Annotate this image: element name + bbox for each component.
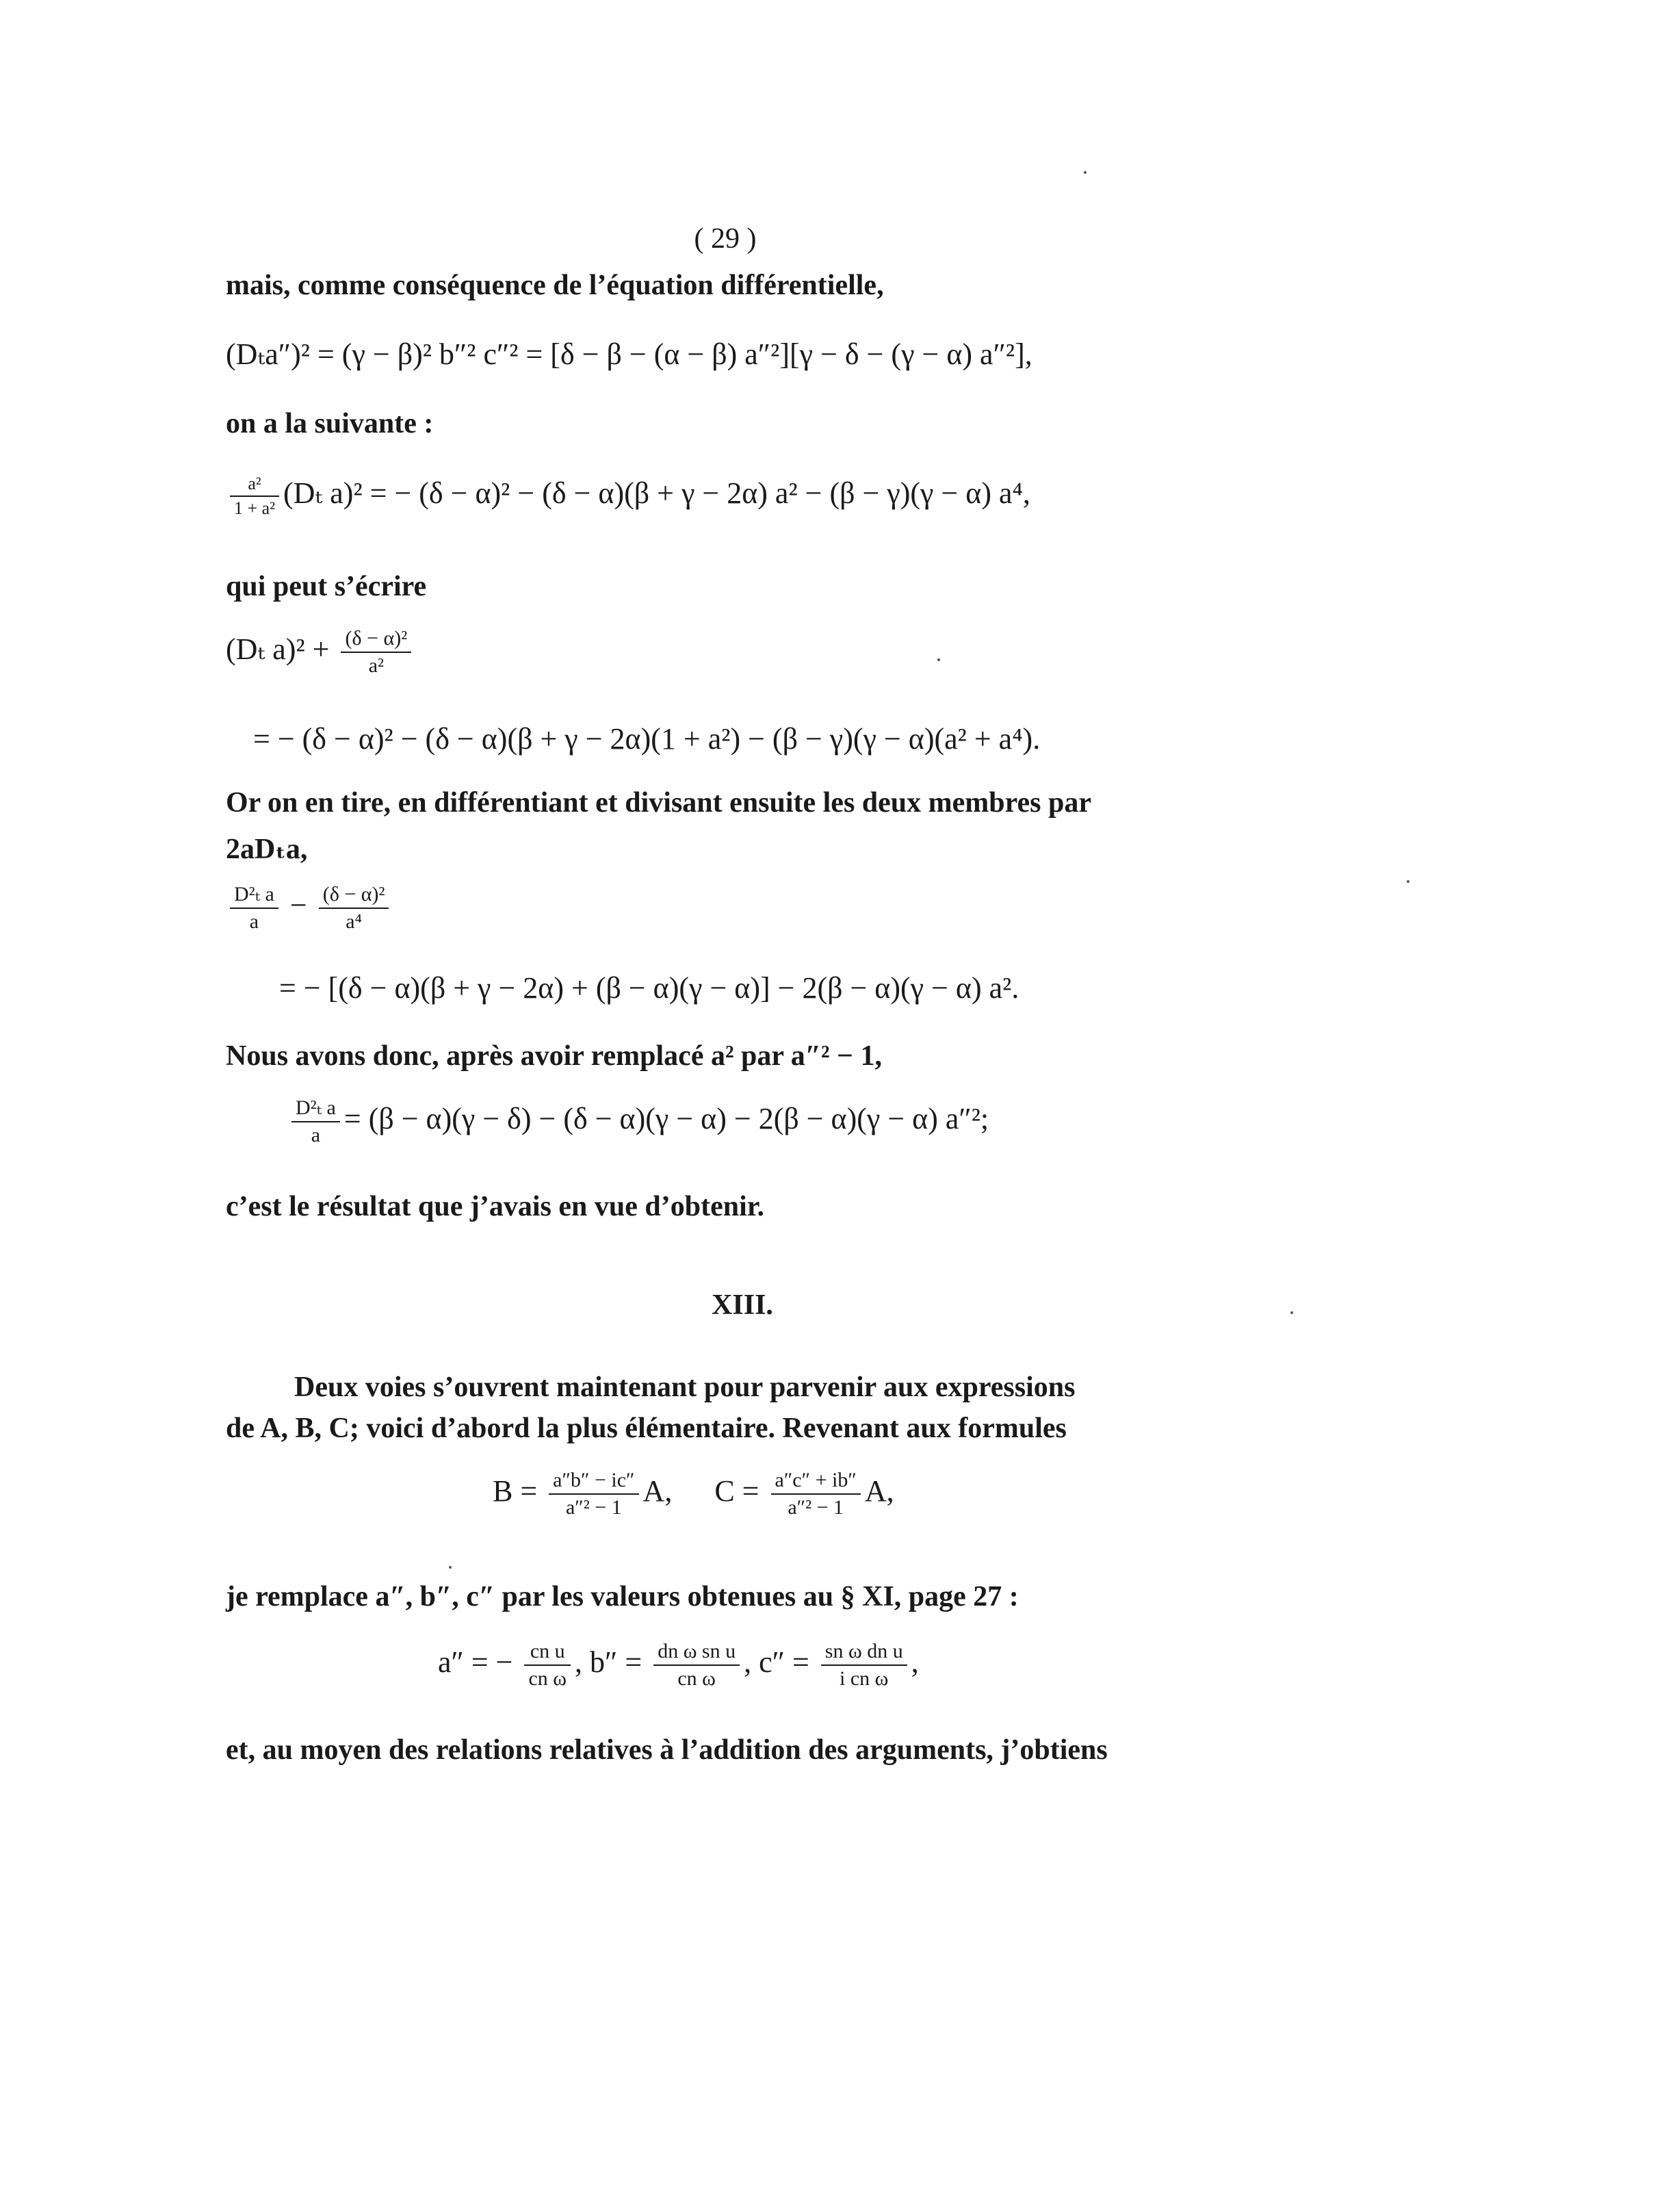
text-line: Deux voies s’ouvrent maintenant pour parvenir aux expressions <box>294 1372 1076 1403</box>
paper-speck <box>1290 1311 1293 1314</box>
paper-speck <box>937 658 940 661</box>
equation-1: (Dₜa″)² = (γ − β)² b″² c″² = [δ − β − (α − β) a″²][γ − δ − (γ − α) a″²], <box>226 337 1032 371</box>
fraction: $\frac{\text{(δ − α)²}}{\text{a⁴}}$ <box>319 884 389 932</box>
text-line: de A, B, C; voici d’abord la plus élémentaire. Revenant aux formules <box>226 1413 1067 1444</box>
fraction: $\frac{\text{a²}}{\text{1 + a²}}$ <box>230 475 279 517</box>
paper-speck <box>449 1566 452 1569</box>
equation-3-lhs: (Dₜ a)² + $\frac{\text{(δ − α)²}}{\text{a²}}$ <box>226 628 415 676</box>
fraction: $\frac{\text{dn ω sn u}}{\text{cn ω}}$ <box>653 1641 740 1689</box>
page-number: ( 29 ) <box>694 223 757 255</box>
equation-2: $\frac{\text{a²}}{\text{1 + a²}}$ (Dₜ a)² = − (δ − α)² − (δ − α)(β + γ − 2α) a² − (β − γ)(γ − α) a⁴, <box>226 475 1030 517</box>
equation-7: a″ = − $\frac{\text{cn u}}{\text{cn ω}}$ , b″ = $\frac{\text{dn ω sn u}}{\text{cn ω}}$ , c″ = $\frac{\text{sn ω dn u}}{\text{i cn ω}}$ , <box>438 1640 919 1690</box>
paper-speck <box>1084 171 1087 174</box>
text-line: Nous avons donc, après avoir remplacé a² par a″² − 1, <box>226 1040 883 1072</box>
text-line: on a la suivante : <box>226 408 434 439</box>
text-line: qui peut s’écrire <box>226 571 427 602</box>
text-line: je remplace a″, b″, c″ par les valeurs obtenues au § XI, page 27 : <box>226 1581 1019 1612</box>
equation-3-rhs: = − (δ − α)² − (δ − α)(β + γ − 2α)(1 + a²) − (β − γ)(γ − α)(a² + a⁴). <box>253 722 1041 756</box>
equation-4-rhs: = − [(δ − α)(β + γ − 2α) + (β − α)(γ − α)] − 2(β − α)(γ − α) a². <box>279 971 1019 1005</box>
equation-6: B = $\frac{a''b'' - ic''}{\text{a″² − 1}}$ A, C = $\frac{a''c'' + ib''}{\text{a″² − 1}}$ A, <box>493 1469 894 1519</box>
paper-speck <box>1407 880 1409 883</box>
fraction: $\frac{\text{sn ω dn u}}{\text{i cn ω}}$ <box>821 1641 907 1689</box>
text-line: et, au moyen des relations relatives à l’addition des arguments, j’obtiens <box>226 1734 1108 1766</box>
fraction: $\frac{\text{D²ₜ a}}{a}$ <box>291 1098 340 1146</box>
equation-4-lhs: $\frac{\text{D²ₜ a}}{a}$ − $\frac{\text{(δ − α)²}}{\text{a⁴}}$ <box>226 884 393 932</box>
text-line: c’est le résultat que j’avais en vue d’obtenir. <box>226 1191 765 1222</box>
text-line: mais, comme conséquence de l’équation différentielle, <box>226 270 884 301</box>
text-line: Or on en tire, en différentiant et divisant ensuite les deux membres par <box>226 787 1091 819</box>
fraction: $\frac{\text{D²ₜ a}}{a}$ <box>230 884 278 932</box>
equation-5: $\frac{\text{D²ₜ a}}{a}$ = (β − α)(γ − δ) − (δ − α)(γ − α) − 2(β − α)(γ − α) a″²; <box>287 1098 989 1146</box>
fraction: $\frac{\text{(δ − α)²}}{\text{a²}}$ <box>341 628 411 676</box>
section-heading: XIII. <box>712 1289 773 1321</box>
text-line: 2aDₜa, <box>226 834 308 865</box>
fraction: $\frac{\text{cn u}}{\text{cn ω}}$ <box>524 1641 571 1689</box>
fraction: $\frac{a''c'' + ib''}{\text{a″² − 1}}$ <box>771 1470 861 1518</box>
fraction: $\frac{a''b'' - ic''}{\text{a″² − 1}}$ <box>549 1470 638 1518</box>
